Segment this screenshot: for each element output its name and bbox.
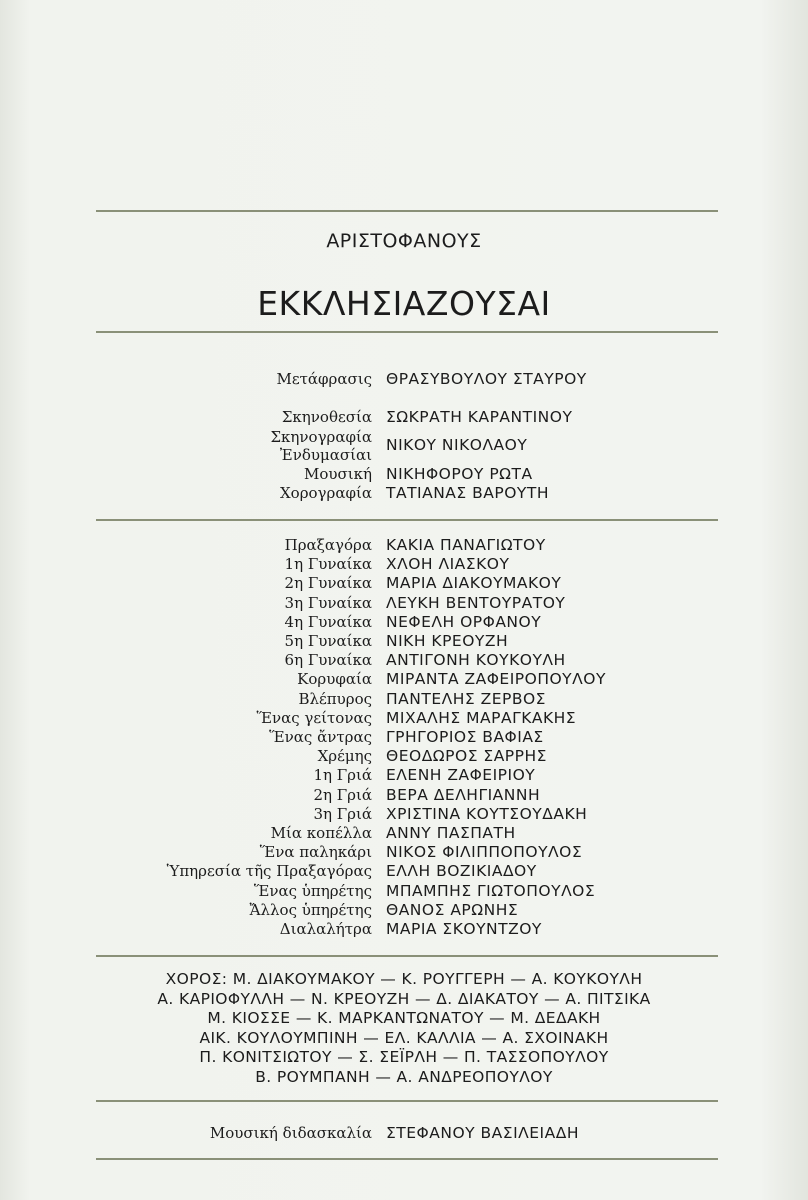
credit-role: Μετάφρασις: [276, 370, 372, 388]
credit-person: ΣΤΕΦΑΝΟΥ ΒΑΣΙΛΕΙΑΔΗ: [386, 1124, 579, 1142]
cast-actor: ΝΙΚΟΣ ΦΙΛΙΠΠΟΠΟΥΛΟΣ: [386, 843, 583, 862]
chorus-line: ΧΟΡΟΣ: Μ. ΔΙΑΚΟΥΜΑΚΟΥ — Κ. ΡΟΥΓΓΕΡΗ — Α. ΚΟΥΚΟΥΛΗ: [165, 970, 643, 988]
cast-role: 4η Γυναίκα: [284, 612, 372, 631]
cast-row: [0, 862, 808, 881]
cast-actor: ΘΕΟΔΩΡΟΣ ΣΑΡΡΗΣ: [386, 747, 547, 766]
title-rule: [96, 331, 718, 333]
cast-actor: ΝΕΦΕΛΗ ΟΡΦΑΝΟΥ: [386, 612, 542, 631]
cast-role: 2η Γυναίκα: [284, 574, 372, 593]
chorus-line: Α. ΚΑΡΙΟΦΥΛΛΗ — Ν. ΚΡΕΟΥΖΗ — Δ. ΔΙΑΚΑΤΟΥ — Α. ΠΙΤΣΙΚΑ: [157, 989, 651, 1008]
bottom-rule: [96, 1158, 718, 1160]
cast-row: [0, 843, 808, 862]
cast-row: [0, 901, 808, 920]
credit-person: ΤΑΤΙΑΝΑΣ ΒΑΡΟΥΤΗ: [386, 484, 550, 502]
cast-actor: ΑΝΤΙΓΟΝΗ ΚΟΥΚΟΥΛΗ: [386, 651, 566, 670]
cast-row: [0, 786, 808, 805]
cast-actor: ΛΕΥΚΗ ΒΕΝΤΟΥΡΑΤΟΥ: [386, 593, 566, 612]
cast-role: 3η Γριά: [313, 804, 372, 823]
cast-row: [0, 594, 808, 613]
credit-person: ΘΡΑΣΥΒΟΥΛΟΥ ΣΤΑΥΡΟΥ: [386, 370, 587, 388]
chorus-line: Π. ΚΟΝΙΤΣΙΩΤΟΥ — Σ. ΣΕΪΡΛΗ — Π. ΤΑΣΣΟΠΟΥΛΟΥ: [199, 1048, 609, 1067]
cast-row: [0, 690, 808, 709]
cast-row: [0, 536, 808, 555]
cast-role: Πραξαγόρα: [284, 536, 372, 554]
chorus-line: Μ. ΚΙΟΣΣΕ — Κ. ΜΑΡΚΑΝΤΩΝΑΤΟΥ — Μ. ΔΕΔΑΚΗ: [207, 1009, 601, 1028]
cast-row: [0, 805, 808, 824]
credit-role: Σκηνοθεσία: [281, 408, 372, 426]
credit-music-direction: [0, 1124, 808, 1143]
cast-actor: ΝΙΚΗ ΚΡΕΟΥΖΗ: [386, 632, 509, 650]
credit-direction: [0, 408, 808, 427]
cast-row: [0, 766, 808, 785]
cast-role: Ὑπηρεσία τῆς Πραξαγόρας: [166, 862, 372, 881]
cast-row: [0, 632, 808, 651]
cast-actor: ΜΙΡΑΝΤΑ ΖΑΦΕΙΡΟΠΟΥΛΟΥ: [386, 670, 606, 689]
cast-row: [0, 824, 808, 843]
chorus-rule: [96, 1100, 718, 1102]
cast-row: [0, 728, 808, 747]
credit-person: ΝΙΚΗΦΟΡΟΥ ΡΩΤΑ: [386, 465, 533, 483]
cast-role: Χρέμης: [317, 747, 372, 766]
credit-role-sets: Σκηνογραφία: [270, 428, 372, 446]
cast-row: [0, 920, 808, 939]
cast-role: 1η Γριά: [313, 766, 372, 785]
cast-role: Ἄλλος ὑπηρέτης: [249, 900, 372, 919]
cast-role: Κορυφαία: [297, 670, 372, 689]
cast-actor: ΕΛΕΝΗ ΖΑΦΕΙΡΙΟΥ: [386, 766, 536, 785]
credits-rule: [96, 519, 718, 521]
cast-role: Βλέπυρος: [298, 689, 372, 708]
chorus-line: ΑΙΚ. ΚΟΥΛΟΥΜΠΙΝΗ — ΕΛ. ΚΑΛΛΙΑ — Α. ΣΧΟΙΝΑΚΗ: [199, 1028, 609, 1047]
cast-actor: ΧΡΙΣΤΙΝΑ ΚΟΥΤΣΟΥΔΑΚΗ: [386, 804, 588, 823]
cast-role: Ἕνα παληκάρι: [259, 843, 372, 862]
cast-row: [0, 882, 808, 901]
cast-role: Ἕνας ὑπηρέτης: [253, 881, 372, 900]
cast-actor: ΜΑΡΙΑ ΔΙΑΚΟΥΜΑΚΟΥ: [386, 574, 562, 593]
cast-row: [0, 670, 808, 689]
cast-role: 2η Γριά: [313, 785, 372, 804]
cast-role: Ἕνας ἄντρας: [269, 728, 372, 746]
cast-actor: ΜΑΡΙΑ ΣΚΟΥΝΤΖΟΥ: [386, 920, 542, 938]
cast-actor: ΒΕΡΑ ΔΕΛΗΓΙΑΝΝΗ: [386, 785, 541, 804]
cast-row: [0, 555, 808, 574]
credit-choreography: [0, 484, 808, 503]
cast-role: 3η Γυναίκα: [284, 593, 372, 612]
cast-actor: ΚΑΚΙΑ ΠΑΝΑΓΙΩΤΟΥ: [386, 536, 546, 554]
cast-actor: ΓΡΗΓΟΡΙΟΣ ΒΑΦΙΑΣ: [386, 728, 544, 746]
cast-actor: ΕΛΛΗ ΒΟΖΙΚΙΑΔΟΥ: [386, 862, 537, 881]
cast-row: [0, 709, 808, 728]
cast-row: [0, 651, 808, 670]
cast-role: 5η Γυναίκα: [284, 632, 372, 650]
cast-actor: ΑΝΝΥ ΠΑΣΠΑΤΗ: [386, 824, 516, 842]
cast-actor: ΧΛΟΗ ΛΙΑΣΚΟΥ: [386, 555, 510, 574]
play-title: ΕΚΚΛΗΣΙΑΖΟΥΣΑΙ: [257, 284, 551, 323]
top-rule: [96, 210, 718, 212]
cast-rule: [96, 955, 718, 957]
cast-actor: ΘΑΝΟΣ ΑΡΩΝΗΣ: [386, 900, 519, 919]
credit-role: Μουσική: [304, 465, 372, 483]
cast-role: Μία κοπέλλα: [270, 824, 372, 842]
credit-person: ΣΩΚΡΑΤΗ ΚΑΡΑΝΤΙΝΟΥ: [386, 408, 573, 426]
cast-role: Διαλαλήτρα: [279, 920, 372, 938]
cast-role: Ἕνας γείτονας: [256, 708, 372, 727]
chorus-line: Β. ΡΟΥΜΠΑΝΗ — Α. ΑΝΔΡΕΟΠΟΥΛΟΥ: [255, 1068, 553, 1086]
cast-actor: ΜΙΧΑΛΗΣ ΜΑΡΑΓΚΑΚΗΣ: [386, 708, 577, 727]
cast-role: 1η Γυναίκα: [284, 555, 372, 574]
credit-music: [0, 465, 808, 484]
credit-person-design: ΝΙΚΟΥ ΝΙΚΟΛΑΟΥ: [386, 436, 528, 454]
cast-actor: ΠΑΝΤΕΛΗΣ ΖΕΡΒΟΣ: [386, 689, 546, 708]
cast-row: [0, 613, 808, 632]
author: ΑΡΙΣΤΟΦΑΝΟΥΣ: [326, 230, 482, 252]
cast-actor: ΜΠΑΜΠΗΣ ΓΙΩΤΟΠΟΥΛΟΣ: [386, 881, 596, 900]
credit-translation: [0, 370, 808, 389]
cast-role: 6η Γυναίκα: [284, 651, 372, 670]
cast-row: [0, 574, 808, 593]
cast-row: [0, 747, 808, 766]
credit-role: Μουσική διδασκαλία: [209, 1124, 372, 1142]
credit-role: Χορογραφία: [280, 484, 372, 502]
credit-role-costumes: Ἐνδυμασίαι: [279, 446, 372, 464]
